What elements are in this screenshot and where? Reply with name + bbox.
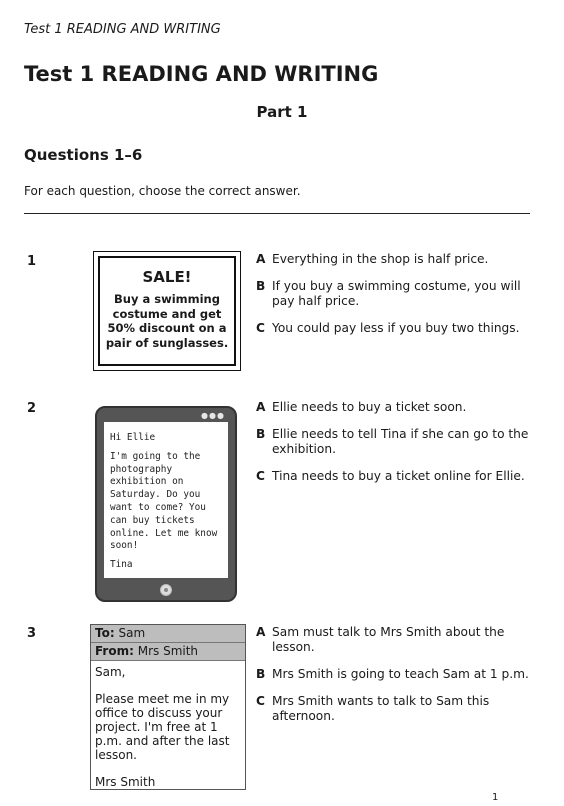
memo-from-value: Mrs Smith xyxy=(137,644,199,658)
memo-to-row xyxy=(91,625,245,643)
page-number: 1 xyxy=(492,792,499,803)
option-text: Mrs Smith is going to teach Sam at 1 p.m. xyxy=(272,667,529,681)
option-text: You could pay less if you buy two things. xyxy=(272,321,520,335)
memo-to-value: Sam xyxy=(118,626,146,640)
option-letter: A xyxy=(256,625,266,639)
message-greeting: Hi Ellie xyxy=(110,432,156,443)
memo-to-label: To: xyxy=(95,626,115,640)
answer-options xyxy=(256,400,546,496)
camera-dots-icon: ●●● xyxy=(201,411,225,420)
questions-range-heading: Questions 1–6 xyxy=(24,146,143,164)
sale-sign-heading: SALE! xyxy=(142,268,192,286)
memo-body: Please meet me in my office to discuss your project. I'm free at 1 p.m. and after the last lesson. xyxy=(95,692,230,762)
option-letter: B xyxy=(256,279,266,293)
option-letter: C xyxy=(256,694,265,708)
part-heading: Part 1 xyxy=(256,103,308,121)
option-letter: C xyxy=(256,469,265,483)
option-text: Tina needs to buy a ticket online for Ellie. xyxy=(272,469,525,483)
memo-salutation: Sam, xyxy=(95,665,126,679)
option-letter: B xyxy=(256,427,266,441)
answer-options xyxy=(256,625,546,736)
answer-option[interactable] xyxy=(256,625,546,655)
answer-option[interactable] xyxy=(256,400,546,415)
answer-option[interactable] xyxy=(256,321,546,336)
question-number: 3 xyxy=(27,626,37,641)
answer-option[interactable] xyxy=(256,279,546,309)
question-number: 1 xyxy=(27,254,37,269)
answer-option[interactable] xyxy=(256,667,546,682)
option-letter: C xyxy=(256,321,265,335)
answer-option[interactable] xyxy=(256,694,546,724)
option-text: If you buy a swimming costume, you will pay half price. xyxy=(272,279,521,308)
phone-message xyxy=(95,406,237,602)
option-letter: A xyxy=(256,252,266,266)
sale-sign xyxy=(93,251,241,371)
answer-option[interactable] xyxy=(256,469,546,484)
option-text: Everything in the shop is half price. xyxy=(272,252,489,266)
option-text: Mrs Smith wants to talk to Sam this afternoon. xyxy=(272,694,490,723)
memo-note xyxy=(90,624,246,790)
option-letter: A xyxy=(256,400,266,414)
home-button-icon xyxy=(160,584,172,596)
instruction-text: For each question, choose the correct answer. xyxy=(24,184,301,198)
message-signature: Tina xyxy=(110,559,133,571)
running-head: Test 1 READING AND WRITING xyxy=(24,22,221,37)
option-text: Ellie needs to buy a ticket soon. xyxy=(272,400,467,414)
option-text: Ellie needs to tell Tina if she can go to the exhibition. xyxy=(272,427,529,456)
answer-option[interactable] xyxy=(256,427,546,457)
message-body: I'm going to the photography exhibition on Saturday. Do you want to come? You can buy tickets online. Let me know soon! xyxy=(110,450,218,552)
question-number: 2 xyxy=(27,401,37,416)
answer-option[interactable] xyxy=(256,252,546,267)
answer-options xyxy=(256,252,546,348)
option-text: Sam must talk to Mrs Smith about the lesson. xyxy=(272,625,505,654)
page-title: Test 1 READING AND WRITING xyxy=(24,62,379,86)
memo-signoff: Mrs Smith xyxy=(95,775,156,789)
memo-from-label: From: xyxy=(95,644,134,658)
memo-from-row xyxy=(91,643,245,661)
option-letter: B xyxy=(256,667,266,681)
phone-screen xyxy=(104,422,228,578)
divider xyxy=(24,213,530,214)
sale-sign-body: Buy a swimming costume and get 50% discount on a pair of sunglasses. xyxy=(105,292,229,350)
